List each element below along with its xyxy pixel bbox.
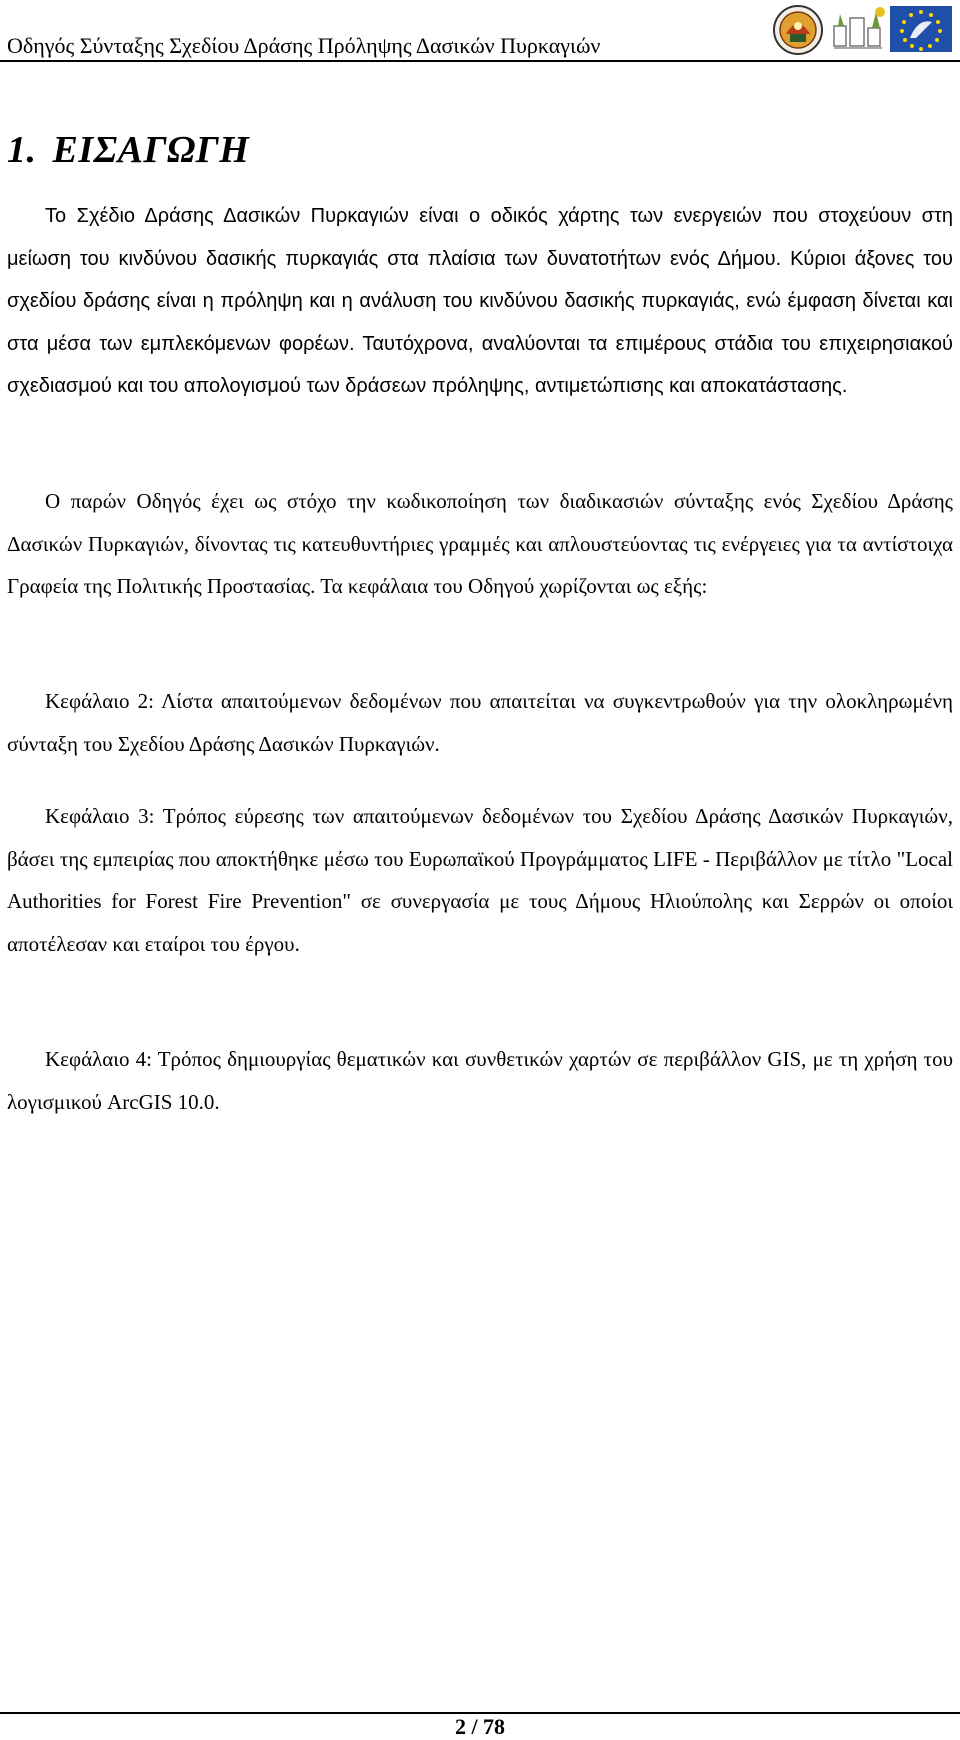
guide-purpose-paragraph: Ο παρών Οδηγός έχει ως στόχο την κωδικοποίηση των διαδικασιών σύνταξης ενός Σχεδίου Δράσης Δασικών Πυρκαγιών, δίνοντας τις κατευθυντήριες γραμμές και απλουστεύοντας τις ενέργειες για τα αντίστοιχα Γραφεία της Πολιτικής Προστασίας. Τα κεφάλαια του Οδηγού χωρίζονται ως εξής: [7,489,953,598]
page-number: 2 / 78 [454,1714,506,1739]
chapter-3-paragraph: Κεφάλαιο 3: Τρόπος εύρεσης των απαιτούμενων δεδομένων του Σχεδίου Δράσης Δασικών Πυρκαγιών, βάσει της εμπειρίας που αποκτήθηκε μέσω του Ευρωπαϊκού Προγράμματος LIFE - Περιβάλλον με τίτλο "Local Authorities for Forest Fire Prevention" σε συνεργασία με τους Δήμους Ηλιούπολης και Σερρών οι οποίοι αποτέλεσαν και εταίροι του έργου. [7,804,953,956]
forest-cities-logo [828,4,888,58]
municipality-seal-icon [772,4,824,56]
section-number: 1. [7,129,37,171]
section-title: ΕΙΣΑΓΩΓΗ [52,129,250,171]
section-heading [7,128,265,172]
intro-paragraph: Το Σχέδιο Δράσης Δασικών Πυρκαγιών είναι ο οδικός χάρτης των ενεργειών που στοχεύουν στη μείωση του κινδύνου δασικής πυρκαγιάς στα πλαίσια των δυνατοτήτων ενός Δήμου. Κύριοι άξονες του σχεδίου δράσης είναι η πρόληψη και η ανάλυση του κινδύνου δασικής πυρκαγιάς, ενώ έμφαση δίνεται και στα μέσα των εμπλεκόμενων φορέων. Ταυτόχρονα, αναλύονται τα επιμέρους στάδια του επιχειρησιακού σχεδιασμού και του απολογισμού των δράσεων πρόληψης, αντιμετώπισης και αποκατάστασης. [7,205,953,397]
page-header [0,0,960,62]
chapter-2-paragraph: Κεφάλαιο 2: Λίστα απαιτούμενων δεδομένων που απαιτείται να συγκεντρωθούν για την ολοκληρωμένη σύνταξη του Σχεδίου Δράσης Δασικών Πυρκαγιών. [7,689,953,756]
header-divider [0,60,960,62]
eu-life-logo [888,4,954,54]
document-title: Οδηγός Σύνταξης Σχεδίου Δράσης Πρόληψης Δασικών Πυρκαγιών [7,33,601,58]
chapter-4-paragraph: Κεφάλαιο 4: Τρόπος δημιουργίας θεματικών και συνθετικών χαρτών σε περιβάλλον GIS, με τη χρήση του λογισμικού ArcGIS 10.0. [7,1047,953,1114]
